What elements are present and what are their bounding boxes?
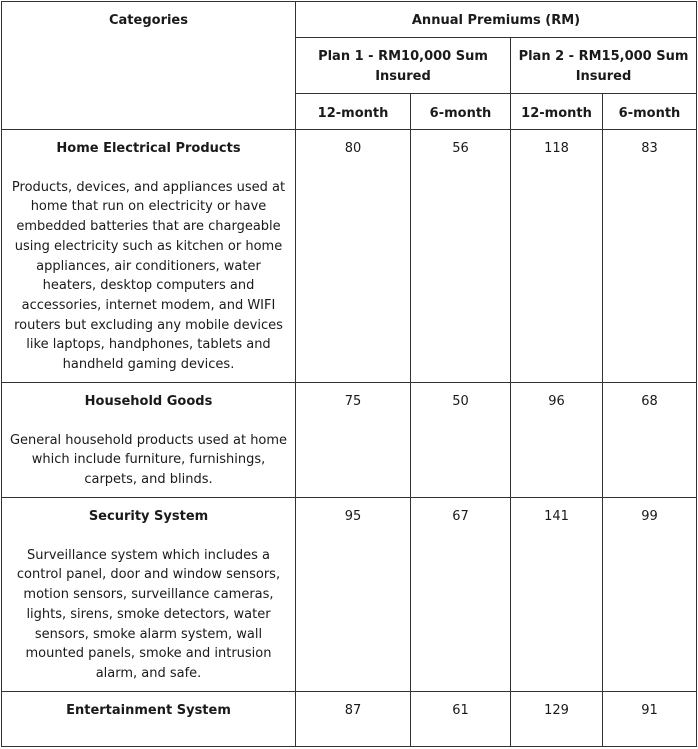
category-cell [2,130,296,383]
plan-2-6-month-header: 6-month [603,94,697,130]
category-cell [2,498,296,692]
premium-value: 68 [603,383,697,498]
premium-value: 80 [296,130,411,383]
category-title: Entertainment System [66,703,231,718]
plan-1-12-month-header: 12-month [296,94,411,130]
category-description: Surveillance system which includes a control panel, door and window sensors, motion sensors, surveillance cameras, lights, sirens, smoke detectors, water sensors, smoke alarm system, wall mounted panels, smoke and intrusion alarm, and safe. [16,547,281,681]
categories-header: Categories [2,2,296,130]
premium-value: 129 [511,692,603,747]
table-row [2,692,697,747]
premium-value: 87 [296,692,411,747]
category-description: General household products used at home which include furniture, furnishings, carpets, and blinds. [9,432,288,488]
premium-value: 99 [603,498,697,692]
premium-value: 118 [511,130,603,383]
category-description: Products, devices, and appliances used at home that run on electricity or have embedded batteries that are chargeable using electricity such as kitchen or home appliances, air conditioners, water heaters, desktop computers and accessories, internet modem, and WIFI routers but excluding any mobile devices like laptops, handphones, tablets and handheld gaming devices. [11,179,286,373]
table-row [2,498,697,692]
premiums-table [1,1,697,747]
premium-value: 67 [411,498,511,692]
table-row [2,130,697,383]
table-row [2,383,697,498]
plan-1-6-month-header: 6-month [411,94,511,130]
plan-2-12-month-header: 12-month [511,94,603,130]
premium-value: 141 [511,498,603,692]
plan-1-header: Plan 1 - RM10,000 Sum Insured [296,38,511,94]
annual-premiums-header: Annual Premiums (RM) [296,2,697,38]
premium-value: 95 [296,498,411,692]
category-title: Home Electrical Products [56,141,241,156]
plan-2-header: Plan 2 - RM15,000 Sum Insured [511,38,697,94]
premium-value: 50 [411,383,511,498]
premium-value: 91 [603,692,697,747]
category-title: Household Goods [84,394,213,409]
category-cell [2,383,296,498]
category-cell [2,692,296,747]
premium-value: 56 [411,130,511,383]
premium-value: 96 [511,383,603,498]
premium-value: 61 [411,692,511,747]
premium-value: 83 [603,130,697,383]
premium-value: 75 [296,383,411,498]
category-title: Security System [88,509,209,524]
